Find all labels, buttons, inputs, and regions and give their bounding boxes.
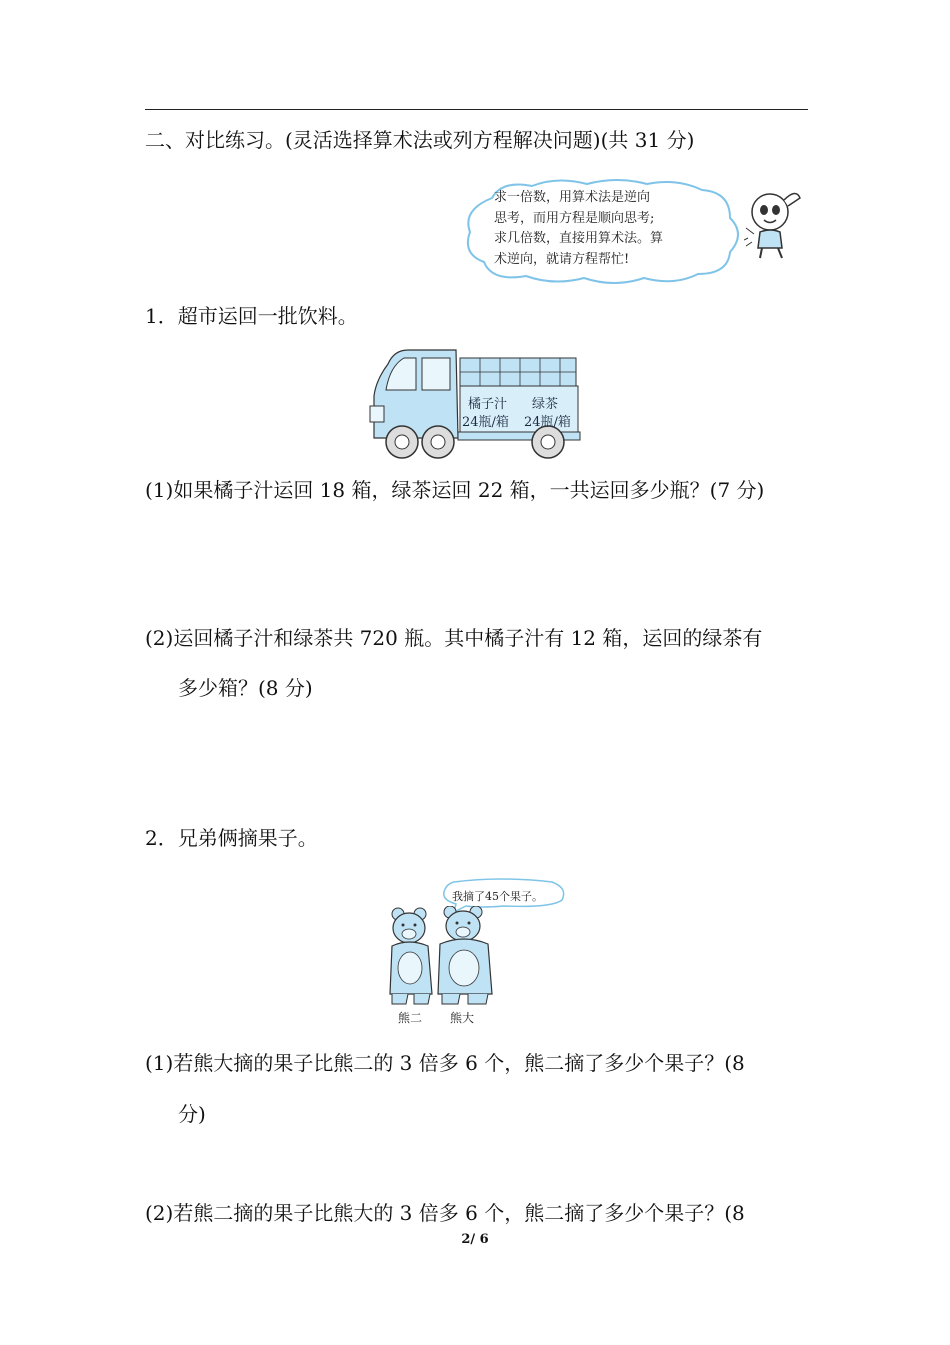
truck-juice-spec: 24瓶/箱: [462, 415, 509, 430]
page-number: 2/ 6: [461, 1232, 489, 1247]
problem1-question2-line2: 多少箱？(8 分): [178, 676, 313, 700]
problem2-title: 2．兄弟俩摘果子。: [145, 826, 318, 850]
tip-line: 思考，而用方程是顺向思考;: [494, 210, 655, 226]
problem1-title: 1．超市运回一批饮料。: [145, 304, 358, 328]
tip-text: [494, 188, 724, 270]
truck-illustration: [368, 346, 584, 464]
bears-illustration: [384, 906, 496, 1008]
problem1-question1: (1)如果橘子汁运回 18 箱，绿茶运回 22 箱，一共运回多少瓶？(7 分): [145, 478, 765, 502]
problem2-question1-line1: (1)若熊大摘的果子比熊二的 3 倍多 6 个，熊二摘了多少个果子？(8: [145, 1051, 745, 1075]
problem1-question2-line1: (2)运回橘子汁和绿茶共 720 瓶。其中橘子汁有 12 箱，运回的绿茶有: [145, 626, 763, 650]
bear-right-figure: [438, 906, 492, 1004]
bear-left-label: 熊二: [398, 1011, 423, 1025]
truck-tea-spec: 24瓶/箱: [524, 415, 571, 430]
tip-line: 术逆向，就请方程帮忙!: [494, 251, 630, 267]
bear-right-label: 熊大: [450, 1011, 475, 1025]
tip-line: 求几倍数，直接用算术法。算: [494, 231, 664, 246]
top-rule: [145, 109, 808, 110]
section-heading: 二、对比练习。(灵活选择算术法或列方程解决问题)(共 31 分): [145, 128, 695, 152]
bear-left-figure: [390, 908, 432, 1004]
truck-tea-label: 绿茶: [532, 397, 559, 412]
problem2-question1-line2: 分): [178, 1102, 206, 1126]
mascot-illustration: [744, 188, 804, 262]
speech-text: 我摘了45个果子。: [452, 890, 543, 903]
tip-line: 求一倍数，用算术法是逆向: [494, 190, 651, 205]
truck-juice-label: 橘子汁: [468, 397, 508, 412]
problem2-question2-line1: (2)若熊二摘的果子比熊大的 3 倍多 6 个，熊二摘了多少个果子？(8: [145, 1201, 745, 1225]
